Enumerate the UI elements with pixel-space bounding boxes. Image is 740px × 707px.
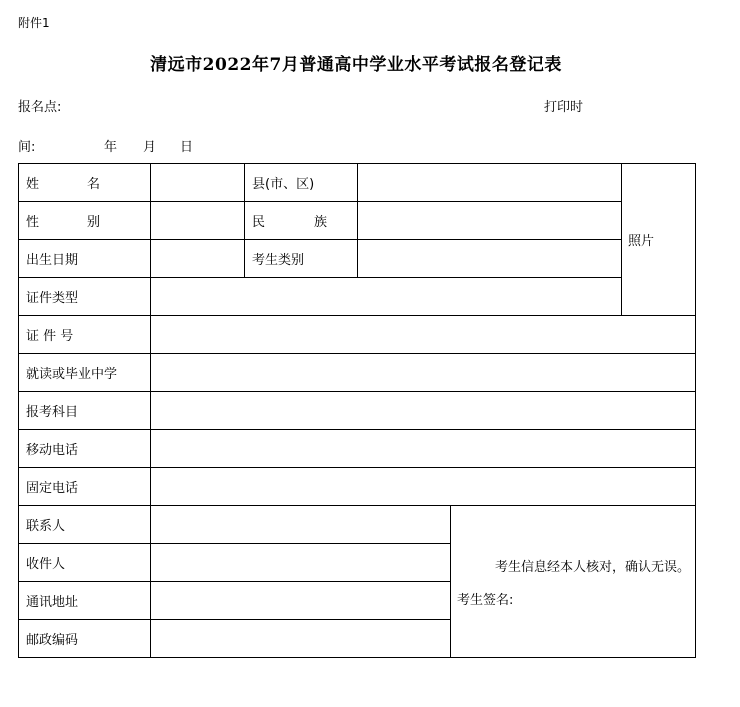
time-prefix: 间:	[18, 140, 36, 155]
name-label-char-2: 名	[86, 177, 100, 192]
name-value-cell[interactable]	[151, 164, 245, 202]
address-label: 通讯地址	[19, 582, 151, 620]
registration-table	[18, 163, 696, 658]
mobile-label: 移动电话	[19, 430, 151, 468]
birth-date-value-cell[interactable]	[151, 240, 245, 278]
postcode-value-cell[interactable]	[151, 620, 451, 658]
ethnicity-label-char-1: 民	[252, 215, 266, 230]
school-value-cell[interactable]	[151, 354, 696, 392]
id-number-label: 证 件 号	[19, 316, 151, 354]
photo-cell[interactable]	[622, 164, 696, 316]
photo-label: 照片	[628, 234, 655, 249]
county-label: 县(市、区)	[245, 164, 358, 202]
landline-label: 固定电话	[19, 468, 151, 506]
ethnicity-value-cell[interactable]	[358, 202, 622, 240]
form-title: 清远市2022年7月普通高中学业水平考试报名登记表	[150, 55, 562, 75]
signature-label: 考生签名:	[457, 592, 514, 608]
attachment-label: 附件1	[18, 16, 50, 30]
school-label: 就读或毕业中学	[19, 354, 151, 392]
signature-cell[interactable]	[451, 506, 696, 658]
gender-label-char-2: 别	[86, 215, 100, 230]
id-type-value-cell[interactable]	[151, 278, 622, 316]
candidate-type-label: 考生类别	[245, 240, 358, 278]
name-label	[19, 164, 151, 202]
county-value-cell[interactable]	[358, 164, 622, 202]
address-value-cell[interactable]	[151, 582, 451, 620]
contact-value-cell[interactable]	[151, 506, 451, 544]
id-number-value-cell[interactable]	[151, 316, 696, 354]
postcode-label: 邮政编码	[19, 620, 151, 658]
day-label: 日	[180, 140, 194, 155]
recipient-label: 收件人	[19, 544, 151, 582]
candidate-type-value-cell[interactable]	[358, 240, 622, 278]
confirm-text: 考生信息经本人核对，确认无误。	[495, 559, 691, 575]
gender-label-char-1: 性	[26, 215, 40, 230]
month-label: 月	[143, 140, 157, 155]
ethnicity-label-char-2: 族	[313, 215, 327, 230]
subjects-label: 报考科目	[19, 392, 151, 430]
id-type-label: 证件类型	[19, 278, 151, 316]
name-label-char-1: 姓	[26, 177, 40, 192]
print-time-label: 打印时	[544, 100, 584, 115]
mobile-value-cell[interactable]	[151, 430, 696, 468]
subjects-value-cell[interactable]	[151, 392, 696, 430]
landline-value-cell[interactable]	[151, 468, 696, 506]
registration-point-label: 报名点:	[18, 100, 62, 115]
year-label: 年	[104, 140, 118, 155]
birth-date-label: 出生日期	[19, 240, 151, 278]
ethnicity-label	[245, 202, 358, 240]
gender-label	[19, 202, 151, 240]
contact-label: 联系人	[19, 506, 151, 544]
recipient-value-cell[interactable]	[151, 544, 451, 582]
gender-value-cell[interactable]	[151, 202, 245, 240]
